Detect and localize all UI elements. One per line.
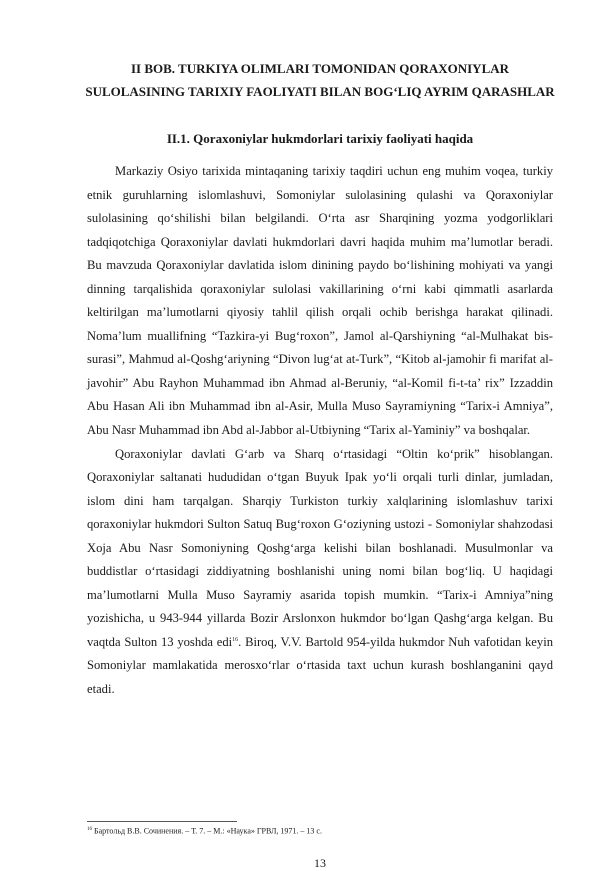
chapter-label: II BOB. xyxy=(130,61,176,76)
chapter-title-b: QORAXONIYLAR SULOLASINING TARIXIY FAOLIYATI BILAN BOG‘LIQ AYRIM QARASHLAR xyxy=(85,61,555,99)
paragraph-2-text: Qoraxoniylar davlati G‘arb va Sharq o‘rtasidagi “Oltin ko‘prik” hisoblangan. Qoraxoniylar saltanati hududidan o‘tgan Buyuk Ipak yo‘li orqali turli dinlar, jumladan, islom dini ham tarqalgan. Sharqiy Turkiston turkiy xalqlarining islomlashuv tarixi qoraxoniylar hukmdori Sulton Satuq Bug‘roxon G‘oziyning ustozi - Somoniylar shahzodasi Xoja Abu Nasr Somoniyning Qoshg‘arga kelishi bilan boshlanadi. Musulmonlar va buddistlar o‘rtasidagi ziddiyatning boshlanishi uning nomi bilan bog‘liq. U haqidagi ma’lumotlarni Mulla Muso Sayramiy asarida topish mumkin. “Tarix-i Amniya”ning yozishicha, u 943-944 yillarda Bozir Arslonxon hukmdor bo‘lgan Qashg‘arga kelgan. Bu vaqtda Sulton 13 yoshda edi xyxy=(87,446,553,649)
chapter-heading xyxy=(80,57,560,103)
paragraph-1: Markaziy Osiyo tarixida mintaqaning tarixiy taqdiri uchun eng muhim voqea, turkiy etnik guruhlarning islomlashuvi, Somoniylar sulolasining qulashi va Qoraxoniylar sulolasining qo‘shilishi bilan belgilandi. O‘rta asr Sharqining yozma yodgorliklari tadqiqotchiga Qoraxoniylar davlati hukmdorlari davri haqida muhim ma’lumotlar beradi. Bu mavzuda Qoraxoniylar davlatida islom dinining paydo bo‘lishining mohiyati va yangi dinning tarqalishida qoraxoniylar sulolasi vakillarining o‘rni kabi qimmatli asarlarda keltirilgan ma’lumotlarni qiyosiy tahlil qilish orqali ochib berishga harakat qilinadi. Noma’lum muallifning “Tazkira-yi Bug‘roxon”, Jamol al-Qarshiyning “al-Mulhakat bis-surasi”, Mahmud al-Qoshg‘ariyning “Divon lug‘at at-Turk”, “Kitob al-jamohir fi marifat al-javohir” Abu Rayhon Muhammad ibn Ahmad al-Beruniy, “al-Komil fi-t-ta’ rix” Izzaddin Abu Hasan Ali ibn Muhammad ibn al-Asir, Mulla Muso Sayramiyning “Tarix-i Amniya”, Abu Nasr Muhammad ibn Abd al-Jabbor al-Utbiyning “Tarix al-Yaminiy” va boshqalar. xyxy=(87,164,553,438)
footnote xyxy=(87,825,322,837)
footnote-number: 16 xyxy=(87,827,92,832)
footnote-divider xyxy=(87,821,237,822)
paragraph-2-continuation: . Biroq, V.V. Bartold 954-yilda hukmdor Nuh vafotidan keyin Somoniylar mamlakatida merosxo‘rlar o‘rtasida taxt uchun kurash boshlanganini qayd etadi. xyxy=(87,634,553,697)
paragraph-2 xyxy=(87,443,553,702)
page-number: 13 xyxy=(314,856,326,870)
footnote-text: Бартольд В.В. Сочинения. – Т. 7. – М.: «Наука» ГРВЛ, 1971. – 13 с. xyxy=(92,826,322,836)
body-text xyxy=(87,160,553,702)
footnote-reference[interactable]: 16 xyxy=(232,636,239,643)
section-title: II.1. Qoraxoniylar hukmdorlari tarixiy faoliyati haqida xyxy=(166,131,474,146)
chapter-title-a: TURKIYA OLIMLARI TOMONIDAN xyxy=(175,61,400,76)
